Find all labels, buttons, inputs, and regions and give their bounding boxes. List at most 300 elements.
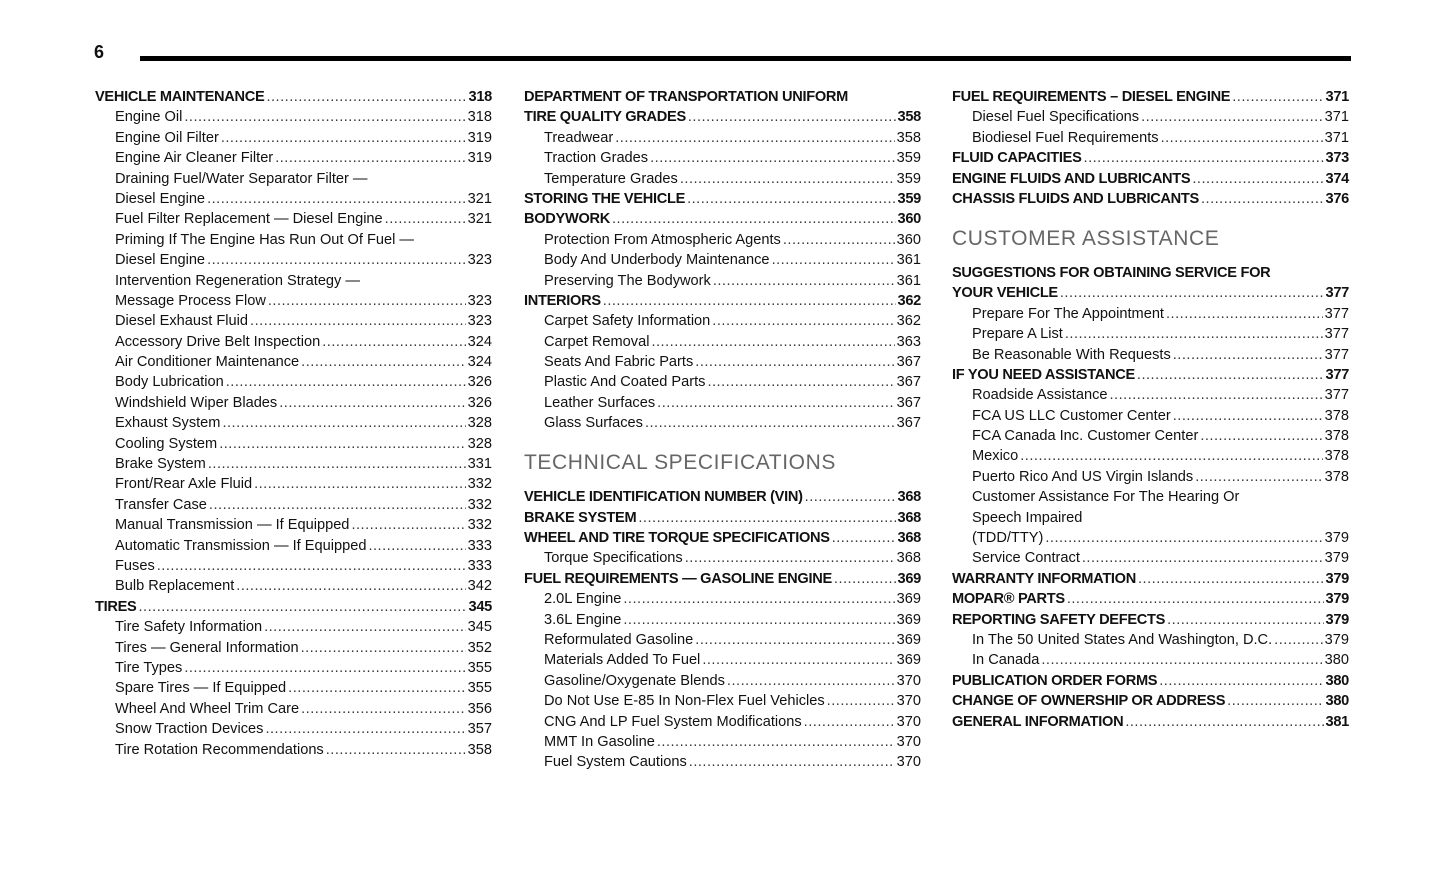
page-ref: 362 — [896, 313, 921, 330]
page-ref: 369 — [896, 591, 921, 608]
toc-subentry[interactable] — [952, 446, 1349, 466]
toc-subentry[interactable] — [95, 250, 492, 270]
page-ref: 321 — [467, 190, 492, 207]
entry-title: Preserving The Bodywork — [544, 272, 711, 289]
page-ref: 370 — [896, 672, 921, 689]
entry-title: Body And Underbody Maintenance — [544, 252, 770, 269]
toc-chapter-entry[interactable] — [952, 365, 1349, 385]
page-ref: 368 — [896, 550, 921, 567]
dot-leader — [827, 691, 895, 711]
entry-title: Diesel Fuel Specifications — [972, 109, 1140, 126]
page-ref: 326 — [467, 374, 492, 391]
entry-title: VEHICLE MAINTENANCE — [95, 89, 265, 105]
entry-title: Mexico — [972, 448, 1019, 465]
dot-leader — [1227, 691, 1323, 711]
dot-leader — [685, 548, 895, 568]
entry-title: Be Reasonable With Requests — [972, 346, 1171, 363]
toc-subentry[interactable] — [524, 311, 921, 331]
toc-subentry[interactable] — [95, 719, 492, 739]
dot-leader — [772, 250, 895, 270]
toc-subentry[interactable] — [952, 128, 1349, 148]
toc-subentry[interactable] — [524, 610, 921, 630]
page-ref: 378 — [1324, 448, 1349, 465]
entry-title: Materials Added To Fuel — [544, 652, 701, 669]
toc-subentry[interactable] — [524, 230, 921, 250]
page-ref: 355 — [467, 659, 492, 676]
entry-title: 3.6L Engine — [544, 611, 622, 628]
dot-leader — [222, 413, 465, 433]
entry-title: Glass Surfaces — [544, 415, 643, 432]
page-ref: 370 — [896, 713, 921, 730]
entry-title: Gasoline/Oxygenate Blends — [544, 672, 725, 689]
toc-subentry[interactable] — [524, 148, 921, 168]
entry-title: Carpet Removal — [544, 333, 650, 350]
toc-subentry[interactable] — [95, 617, 492, 637]
toc-subentry[interactable] — [95, 209, 492, 229]
dot-leader — [1173, 406, 1323, 426]
page-ref: 360 — [896, 231, 921, 248]
dot-leader — [1159, 671, 1323, 691]
toc-subentry[interactable] — [95, 678, 492, 698]
dot-leader — [1067, 589, 1324, 609]
entry-title: Traction Grades — [544, 150, 649, 167]
entry-title: DEPARTMENT OF TRANSPORTATION UNIFORM — [524, 89, 849, 105]
toc-subentry — [95, 230, 492, 250]
dot-leader — [264, 617, 466, 637]
toc-subentry[interactable] — [952, 107, 1349, 127]
toc-chapter-entry[interactable] — [952, 671, 1349, 691]
dot-leader — [184, 658, 465, 678]
toc-subentry[interactable] — [952, 385, 1349, 405]
entry-title: Exhaust System — [115, 415, 221, 432]
dot-leader — [805, 487, 896, 507]
toc-subentry[interactable] — [95, 128, 492, 148]
entry-title: Cooling System — [115, 435, 218, 452]
toc-subentry[interactable] — [95, 638, 492, 658]
entry-title: Snow Traction Devices — [115, 721, 264, 738]
header-rule — [140, 56, 1351, 61]
dot-leader — [713, 271, 895, 291]
entry-title: Transfer Case — [115, 496, 207, 513]
dot-leader — [638, 508, 895, 528]
toc-subentry[interactable] — [524, 752, 921, 772]
toc-subentry[interactable] — [95, 352, 492, 372]
page-ref: 369 — [896, 631, 921, 648]
entry-title: Manual Transmission — If Equipped — [115, 517, 350, 534]
page-ref: 359 — [896, 150, 921, 167]
toc-subentry[interactable] — [95, 434, 492, 454]
page-ref: 360 — [897, 211, 921, 228]
toc-subentry[interactable] — [524, 548, 921, 568]
toc-subentry[interactable] — [95, 107, 492, 127]
dot-leader — [680, 169, 895, 189]
toc-chapter-entry[interactable] — [952, 87, 1349, 107]
entry-title: Tires — General Information — [115, 639, 299, 656]
dot-leader — [1138, 569, 1324, 589]
dot-leader — [1192, 169, 1323, 189]
toc-chapter-entry[interactable] — [952, 189, 1349, 209]
toc-chapter-entry[interactable] — [524, 291, 921, 311]
page-ref: 378 — [1324, 428, 1349, 445]
entry-title: Protection From Atmospheric Agents — [544, 231, 781, 248]
page-ref: 323 — [467, 292, 492, 309]
toc-subentry[interactable] — [952, 467, 1349, 487]
entry-title: Prepare A List — [972, 326, 1063, 343]
toc-chapter-entry[interactable] — [952, 691, 1349, 711]
page-ref: 369 — [896, 611, 921, 628]
entry-title: Bulb Replacement — [115, 578, 235, 595]
page-ref: 379 — [1325, 611, 1349, 628]
page-ref: 367 — [896, 394, 921, 411]
page-ref: 380 — [1325, 672, 1349, 689]
toc-subentry[interactable] — [524, 671, 921, 691]
toc-subentry[interactable] — [95, 536, 492, 556]
toc-subentry[interactable] — [524, 732, 921, 752]
entry-title: Treadwear — [544, 129, 614, 146]
section-heading: CUSTOMER ASSISTANCE — [952, 227, 1220, 251]
dot-leader — [623, 589, 894, 609]
page-ref: 321 — [467, 211, 492, 228]
dot-leader — [804, 712, 895, 732]
dot-leader — [1065, 324, 1323, 344]
toc-column-1 — [95, 87, 492, 760]
dot-leader — [157, 556, 466, 576]
dot-leader — [1232, 87, 1323, 107]
toc-subentry[interactable] — [524, 712, 921, 732]
toc-subentry[interactable] — [95, 291, 492, 311]
dot-leader — [208, 454, 466, 474]
dot-leader — [689, 752, 895, 772]
dot-leader — [645, 413, 895, 433]
entry-title: In The 50 United States And Washington, D.C. — [972, 631, 1273, 648]
toc-subentry[interactable] — [95, 413, 492, 433]
dot-leader — [1200, 426, 1322, 446]
entry-title: Engine Oil Filter — [115, 129, 219, 146]
page-ref: 379 — [1324, 631, 1349, 648]
toc-subentry[interactable] — [95, 740, 492, 760]
entry-title: WARRANTY INFORMATION — [952, 570, 1136, 587]
toc-chapter-entry — [952, 263, 1349, 283]
toc-chapter-entry[interactable] — [952, 569, 1349, 589]
entry-title: Puerto Rico And US Virgin Islands — [972, 468, 1194, 485]
toc-subentry[interactable] — [952, 650, 1349, 670]
page-ref: 358 — [897, 109, 921, 126]
page-ref: 369 — [897, 570, 921, 587]
entry-title: Torque Specifications — [544, 550, 683, 567]
page-ref: 363 — [896, 333, 921, 350]
entry-title: FUEL REQUIREMENTS – DIESEL ENGINE — [952, 89, 1231, 105]
dot-leader — [326, 740, 466, 760]
entry-title: (TDD/TTY) — [972, 530, 1044, 547]
page-ref: 358 — [467, 741, 492, 758]
toc-subentry — [95, 271, 492, 291]
page-ref: 379 — [1325, 591, 1349, 608]
toc-subentry[interactable] — [95, 474, 492, 494]
page-ref: 358 — [896, 129, 921, 146]
dot-leader — [1045, 528, 1322, 548]
toc-subentry[interactable] — [524, 372, 921, 392]
dot-leader — [138, 597, 466, 617]
page-ref: 332 — [467, 517, 492, 534]
entry-title: Customer Assistance For The Hearing Or — [972, 489, 1240, 506]
toc-subentry[interactable] — [95, 556, 492, 576]
dot-leader — [695, 352, 894, 372]
dot-leader — [1141, 107, 1323, 127]
entry-title: Automatic Transmission — If Equipped — [115, 537, 367, 554]
toc-column-2 — [524, 87, 921, 773]
page-ref: 332 — [467, 476, 492, 493]
entry-title: Fuel System Cautions — [544, 754, 687, 771]
dot-leader — [1173, 345, 1323, 365]
entry-title: TIRE QUALITY GRADES — [524, 109, 686, 126]
dot-leader — [322, 332, 465, 352]
entry-title: FCA US LLC Customer Center — [972, 407, 1171, 424]
toc-chapter-entry[interactable] — [952, 589, 1349, 609]
section-heading: TECHNICAL SPECIFICATIONS — [524, 451, 836, 475]
page-ref: 378 — [1324, 468, 1349, 485]
entry-title: Windshield Wiper Blades — [115, 394, 278, 411]
dot-leader — [832, 528, 896, 548]
dot-leader — [1020, 446, 1322, 466]
page-ref: 368 — [897, 509, 921, 526]
toc-subentry[interactable] — [524, 691, 921, 711]
page-ref: 323 — [467, 252, 492, 269]
toc-subentry[interactable] — [524, 413, 921, 433]
page-ref: 377 — [1324, 326, 1349, 343]
dot-leader — [657, 732, 895, 752]
dot-leader — [612, 209, 896, 229]
entry-title: BRAKE SYSTEM — [524, 509, 637, 526]
page-ref: 377 — [1324, 305, 1349, 322]
entry-title: STORING THE VEHICLE — [524, 190, 686, 207]
toc-subentry[interactable] — [95, 372, 492, 392]
page-ref: 379 — [1324, 530, 1349, 547]
dot-leader — [265, 719, 465, 739]
toc-chapter-entry[interactable] — [952, 148, 1349, 168]
page-ref: 373 — [1325, 150, 1349, 167]
dot-leader — [834, 569, 896, 589]
page-ref: 362 — [897, 292, 921, 309]
dot-leader — [603, 291, 896, 311]
dot-leader — [266, 87, 466, 107]
toc-chapter-entry[interactable] — [524, 508, 921, 528]
toc-subentry[interactable] — [95, 515, 492, 535]
entry-title: INTERIORS — [524, 292, 601, 309]
toc-subentry[interactable] — [95, 148, 492, 168]
toc-chapter-entry[interactable] — [952, 712, 1349, 732]
toc-subentry[interactable] — [952, 324, 1349, 344]
toc-subentry[interactable] — [524, 630, 921, 650]
toc-subentry — [952, 487, 1349, 507]
toc-chapter-entry[interactable] — [524, 209, 921, 229]
toc-chapter-entry[interactable] — [524, 569, 921, 589]
toc-subentry[interactable] — [524, 128, 921, 148]
entry-title: VEHICLE IDENTIFICATION NUMBER (VIN) — [524, 489, 803, 506]
page-ref: 380 — [1324, 652, 1349, 669]
toc-subentry — [95, 169, 492, 189]
page-ref: 368 — [897, 530, 921, 547]
dot-leader — [301, 352, 465, 372]
toc-chapter-entry[interactable] — [952, 169, 1349, 189]
toc-subentry[interactable] — [524, 589, 921, 609]
entry-title: Speech Impaired — [972, 509, 1083, 526]
entry-title: Plastic And Coated Parts — [544, 374, 706, 391]
toc-subentry[interactable] — [524, 332, 921, 352]
page-ref: 368 — [897, 489, 921, 506]
page-ref: 371 — [1325, 89, 1349, 105]
page-ref: 331 — [467, 456, 492, 473]
toc-subentry[interactable] — [95, 311, 492, 331]
dot-leader — [221, 128, 466, 148]
entry-title: Wheel And Wheel Trim Care — [115, 700, 300, 717]
page-ref: 359 — [896, 170, 921, 187]
toc-subentry[interactable] — [95, 332, 492, 352]
dot-leader — [695, 630, 894, 650]
page-ref: 328 — [467, 435, 492, 452]
page-ref: 367 — [896, 354, 921, 371]
entry-title: BODYWORK — [524, 211, 610, 228]
toc-subentry[interactable] — [524, 271, 921, 291]
toc-subentry[interactable] — [952, 406, 1349, 426]
page-ref: 374 — [1325, 170, 1349, 187]
dot-leader — [1084, 148, 1324, 168]
dot-leader — [288, 678, 465, 698]
toc-chapter-entry[interactable] — [952, 283, 1349, 303]
entry-title: REPORTING SAFETY DEFECTS — [952, 611, 1166, 628]
entry-title: Message Process Flow — [115, 292, 266, 309]
entry-title: Spare Tires — If Equipped — [115, 680, 287, 697]
toc-subentry[interactable] — [95, 658, 492, 678]
dot-leader — [1201, 189, 1324, 209]
page-ref: 333 — [467, 537, 492, 554]
toc-subentry[interactable] — [95, 393, 492, 413]
toc-subentry[interactable] — [95, 189, 492, 209]
toc-subentry[interactable] — [952, 630, 1349, 650]
dot-leader — [615, 128, 894, 148]
page-ref: 376 — [1325, 190, 1349, 207]
page-ref: 369 — [896, 652, 921, 669]
page-ref: 333 — [467, 557, 492, 574]
page-ref: 380 — [1325, 693, 1349, 710]
toc-subentry[interactable] — [952, 345, 1349, 365]
page-ref: 377 — [1325, 366, 1349, 383]
toc-chapter-entry[interactable] — [952, 610, 1349, 630]
entry-title: Service Contract — [972, 550, 1080, 567]
page-ref: 356 — [467, 700, 492, 717]
page-ref: 342 — [467, 578, 492, 595]
page-ref: 319 — [467, 129, 492, 146]
dot-leader — [209, 495, 466, 515]
toc-subentry[interactable] — [524, 650, 921, 670]
dot-leader — [1041, 650, 1322, 670]
toc-subentry[interactable] — [524, 393, 921, 413]
entry-title: CHANGE OF OWNERSHIP OR ADDRESS — [952, 693, 1226, 710]
page-ref: 318 — [467, 109, 492, 126]
entry-title: In Canada — [972, 652, 1040, 669]
toc-subentry[interactable] — [952, 304, 1349, 324]
page-ref: 377 — [1324, 387, 1349, 404]
entry-title: Air Conditioner Maintenance — [115, 354, 300, 371]
page-ref: 357 — [467, 721, 492, 738]
dot-leader — [657, 393, 894, 413]
toc-chapter-entry[interactable] — [95, 87, 492, 107]
dot-leader — [651, 332, 894, 352]
dot-leader — [368, 536, 465, 556]
toc-subentry[interactable] — [952, 548, 1349, 568]
dot-leader — [650, 148, 895, 168]
dot-leader — [236, 576, 465, 596]
dot-leader — [226, 372, 466, 392]
dot-leader — [623, 610, 894, 630]
toc-subentry — [952, 508, 1349, 528]
dot-leader — [1166, 304, 1323, 324]
dot-leader — [727, 671, 895, 691]
entry-title: PUBLICATION ORDER FORMS — [952, 672, 1158, 689]
entry-title: Brake System — [115, 456, 206, 473]
dot-leader — [275, 148, 465, 168]
page-ref: 370 — [896, 693, 921, 710]
toc-subentry[interactable] — [524, 352, 921, 372]
page-ref: 370 — [896, 754, 921, 771]
toc-chapter-entry — [524, 87, 921, 107]
dot-leader — [207, 250, 466, 270]
toc-subentry[interactable] — [524, 169, 921, 189]
entry-title: Diesel Engine — [115, 252, 206, 269]
entry-title: FCA Canada Inc. Customer Center — [972, 428, 1199, 445]
toc-subentry[interactable] — [952, 426, 1349, 446]
entry-title: 2.0L Engine — [544, 591, 622, 608]
dot-leader — [207, 189, 466, 209]
entry-title: Prepare For The Appointment — [972, 305, 1164, 322]
page-ref: 332 — [467, 496, 492, 513]
dot-leader — [1274, 630, 1322, 650]
dot-leader — [1167, 610, 1323, 630]
toc-chapter-entry[interactable] — [95, 597, 492, 617]
entry-title: IF YOU NEED ASSISTANCE — [952, 366, 1135, 383]
dot-leader — [712, 311, 894, 331]
page-ref: 328 — [467, 415, 492, 432]
entry-title: WHEEL AND TIRE TORQUE SPECIFICATIONS — [524, 530, 830, 547]
page-number: 6 — [94, 42, 105, 62]
dot-leader — [1125, 712, 1323, 732]
toc-subentry[interactable] — [95, 576, 492, 596]
dot-leader — [1109, 385, 1322, 405]
toc-subentry[interactable] — [95, 454, 492, 474]
page-ref: 370 — [896, 733, 921, 750]
dot-leader — [688, 107, 896, 127]
dot-leader — [1082, 548, 1323, 568]
toc-subentry[interactable] — [95, 699, 492, 719]
dot-leader — [1161, 128, 1323, 148]
dot-leader — [707, 372, 894, 392]
page-ref: 361 — [896, 252, 921, 269]
toc-subentry[interactable] — [524, 250, 921, 270]
page-ref: 345 — [468, 598, 492, 615]
toc-subentry[interactable] — [95, 495, 492, 515]
toc-chapter-entry[interactable] — [524, 487, 921, 507]
entry-title: Carpet Safety Information — [544, 313, 711, 330]
entry-title: Priming If The Engine Has Run Out Of Fuel — — [115, 231, 415, 248]
toc-chapter-entry[interactable] — [524, 528, 921, 548]
dot-leader — [268, 291, 466, 311]
entry-title: Tire Types — [115, 659, 183, 676]
page-ref: 326 — [467, 394, 492, 411]
toc-subentry[interactable] — [952, 528, 1349, 548]
toc-chapter-entry[interactable] — [524, 107, 921, 127]
entry-title: Diesel Engine — [115, 190, 206, 207]
page-ref: 324 — [467, 333, 492, 350]
toc-chapter-entry[interactable] — [524, 189, 921, 209]
